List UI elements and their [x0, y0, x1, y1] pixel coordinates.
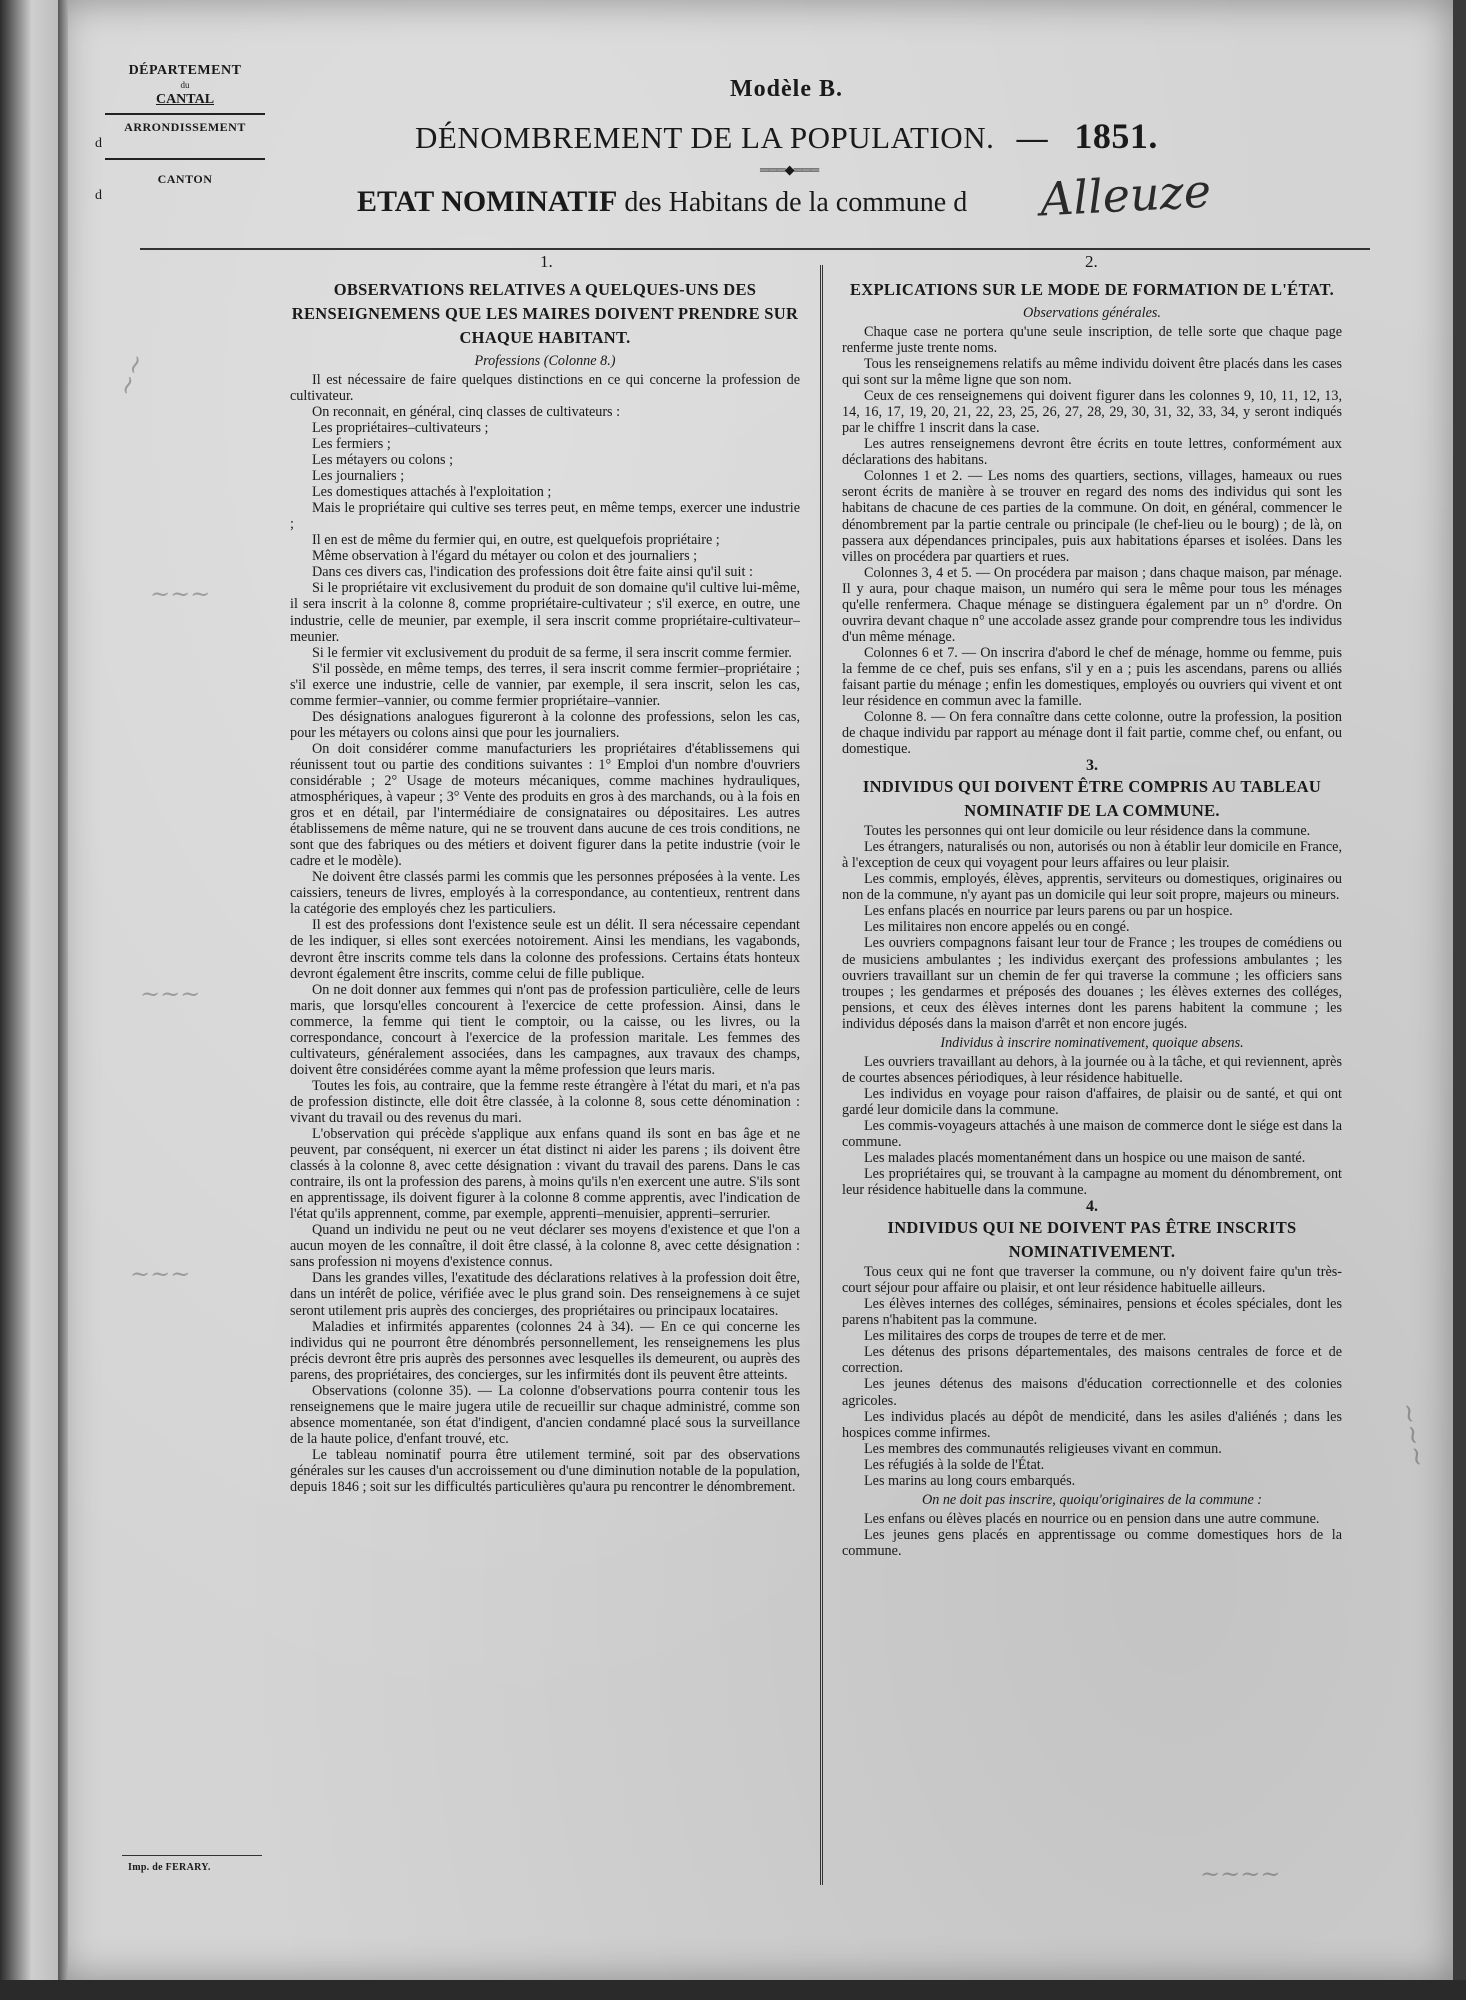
paragraph: On ne doit donner aux femmes qui n'ont pas de profession particulière, celle de leurs maris, que lorsqu'elles concourent à l'exercice de cette profession. Ainsi, dans le commerce, la femme qui tient le comptoir, ou la caisse, ou les livres, ou la correspondance, concourt à l'exercice de la profession maritale. Les femmes des cultivateurs, généralement associées, dans les campagnes, aux travaux des champs, doivent être considérées comme ayant la même profession que leurs maris.	[290, 981, 800, 1078]
du-label: du	[180, 79, 190, 90]
paragraph: Des désignations analogues figureront à la colonne des professions, selon les cas, pour les métayers ou colons ainsi que pour les journaliers.	[290, 708, 800, 741]
paragraph: Colonnes 1 et 2. — Les noms des quartiers, sections, villages, hameaux ou rues seront écrits de manière à se trouver en regard des noms des individus qui sont les habitans de chacune de ces parties de la commune. On doit, en général, commencer le dénombrement par la partie centrale ou principale (le chef-lieu ou le bourg) ; de là, on passera aux dépendances principales, puis aux habitations éparses et isolées. Dans les villes on procédera par quartiers et rues.	[842, 468, 1342, 565]
paragraph: Les enfans ou élèves placés en nourrice ou en pension dans une autre commune.	[864, 1510, 1320, 1527]
paragraph: Tous ceux qui ne font que traverser la commune, ou n'y doivent faire qu'un très-court séjour pour affaire ou plaisir, et ont leur résidence habituelle ailleurs.	[842, 1264, 1342, 1297]
facing-page-edge	[0, 0, 58, 2000]
paragraph: On reconnait, en général, cinq classes de cultivateurs :	[312, 403, 621, 420]
section4-sub: On ne doit pas inscrire, quoiqu'originaires de la commune :	[921, 1491, 1263, 1508]
dept-rule-2	[105, 158, 265, 160]
canton-d: d	[95, 187, 102, 203]
section3-paragraphs	[842, 823, 1342, 1032]
bleed-scribble: ~~~~	[1200, 1860, 1281, 1888]
top-rule	[140, 248, 1370, 250]
section3-sub: Individus à inscrire nominativement, quoique absens.	[940, 1034, 1244, 1051]
paragraph: S'il possède, en même temps, des terres, il sera inscrit comme fermier–propriétaire ; s'il exerce une industrie, celle de vannier, par exemple, il sera inscrit, selon les cas, comme fermier–vannier, ou comme fermier propriétaire–vannier.	[290, 660, 800, 709]
cantal-label: CANTAL	[155, 91, 215, 107]
right-title: EXPLICATIONS SUR LE MODE DE FORMATION DE L'ÉTAT.	[849, 280, 1335, 299]
book-spine	[58, 0, 68, 2000]
paragraph: Ceux de ces renseignemens qui doivent figurer dans les colonnes 9, 10, 11, 12, 13, 14, 16, 17, 19, 20, 21, 22, 23, 25, 26, 27, 28, 29, 30, 31, 32, 33, 34, y seront indiqués par le chiffre 1 inscrit dans la case.	[842, 388, 1342, 437]
canton-label: CANTON	[157, 171, 213, 186]
paragraph: Toutes les fois, au contraire, que la femme reste étrangère à l'état du mari, et n'a pas de profession distincte, elle doit être classée, à la colonne 8, sous cette dénomination : vivant du travail ou des revenus du mari.	[290, 1077, 800, 1126]
paragraph: Les détenus des prisons départementales, des maisons centrales de force et de correction.	[842, 1344, 1342, 1377]
paragraph: Il en est de même du fermier qui, en outre, est quelquefois propriétaire ;	[312, 532, 720, 549]
paragraph: Si le fermier vit exclusivement du produit de sa ferme, il sera inscrit comme fermier.	[312, 644, 792, 661]
bleed-scribble: ~~	[110, 349, 154, 401]
main-title	[415, 115, 1158, 157]
paragraph: Les domestiques attachés à l'exploitation ;	[312, 484, 552, 501]
section4-title: INDIVIDUS QUI NE DOIVENT PAS ÊTRE INSCRITS NOMINATIVEMENT.	[887, 1218, 1297, 1262]
paragraph: Les fermiers ;	[312, 436, 391, 452]
paragraph: Maladies et infirmités apparentes (colonnes 24 à 34). — En ce qui concerne les individus qui ne pourront être dénombrés personnellement, les renseignemens les plus précis devront être pris auprès des personnes avec lesquelles ils demeurent, ou auprès des parens, des propriétaires, des concierges, sur les infirmités dont ils peuvent être atteints.	[290, 1318, 800, 1383]
etat-bold: ETAT NOMINATIF	[357, 185, 618, 218]
etat-rest: des Habitans de la commune d	[624, 187, 968, 218]
year-dash: —	[1016, 120, 1049, 155]
departement-label: DÉPARTEMENT	[128, 63, 242, 78]
scan-bottom-edge	[0, 1980, 1466, 2000]
arrondissement-label: ARRONDISSEMENT	[124, 120, 246, 135]
paragraph: Les propriétaires qui, se trouvant à la campagne au moment du dénombrement, ont leur résidence habituelle dans la commune.	[842, 1166, 1342, 1199]
paragraph: Les jeunes gens placés en apprentissage ou comme domestiques hors de la commune.	[842, 1526, 1342, 1559]
paragraph: L'observation qui précède s'applique aux enfans quand ils sont en bas âge et ne peuvent, par conséquent, ni exercer un état distinct ni aider les parens ; ils doivent être classés à la colonne 8, avec cette désignation : vivant du travail des parens. Dans le cas contraire, ils ont la profession des parens, à moins qu'ils n'en exercent une autre. S'ils sont en apprentissage, ils doivent figurer à la colonne 8 comme apprentis, avec l'indication de l'état qu'ils apprennent, comme, par exemple, apprenti–menuisier, apprenti–serrurier.	[290, 1126, 800, 1223]
paragraph: Si le propriétaire vit exclusivement du produit de son domaine qu'il cultive lui-même, il sera inscrit à la colonne 8, comme propriétaire-cultivateur ; s'il exerce, en outre, une industrie, celle de meunier, par exemple, il sera inscrit comme propriétaire-cultivateur–meunier.	[290, 580, 800, 645]
paragraph: Mais le propriétaire qui cultive ses terres peut, en même temps, exercer une industrie ;	[290, 500, 800, 533]
bleed-scribble: ~~~	[130, 1260, 191, 1288]
printer-imprint: Imp. de FERARY.	[128, 1862, 211, 1873]
section3-number: 3.	[1086, 757, 1098, 775]
paragraph: Il est nécessaire de faire quelques distinctions en ce qui concerne la profession de cultivateur.	[290, 371, 800, 404]
paragraph: Les marins au long cours embarqués.	[864, 1472, 1076, 1489]
paragraph: Les enfans placés en nourrice par leurs parens ou par un hospice.	[864, 903, 1233, 920]
paragraph: Les jeunes détenus des maisons d'éducation correctionnelle et des colonies agricoles.	[842, 1376, 1342, 1409]
section4-paragraphs	[842, 1264, 1342, 1489]
dept-rule	[105, 113, 265, 115]
main-title-text: DÉNOMBREMENT DE LA POPULATION.	[415, 120, 995, 155]
section4b-paragraphs	[842, 1511, 1342, 1559]
paragraph: Les individus en voyage pour raison d'affaires, de plaisir ou de santé, et qui ont gardé leur domicile dans la commune.	[842, 1085, 1342, 1118]
section3b-paragraphs	[842, 1054, 1342, 1198]
section4-number: 4.	[1086, 1198, 1098, 1216]
paragraph: Les réfugiés à la solde de l'État.	[864, 1456, 1045, 1473]
left-column	[290, 278, 800, 1495]
paragraph: Dans ces divers cas, l'indication des professions doit être faite ainsi qu'il suit :	[312, 564, 753, 581]
paragraph: Les métayers ou colons ;	[312, 452, 454, 469]
paragraph: Dans les grandes villes, l'exatitude des déclarations relatives à la profession doit être, dans un intérêt de police, vérifiée avec le plus grand soin. Des renseignemens à ce sujet seront utilement pris auprès des concierges, des propriétaires ou principaux locataires.	[290, 1270, 800, 1319]
paragraph: Le tableau nominatif pourra être utilement terminé, soit par des observations générales sur les causes d'un accroissement ou d'une diminution notable de la population, depuis 1846 ; soit sur les difficultés particulières qu'aura pu rencontrer le dénombrement.	[290, 1446, 800, 1496]
department-box	[95, 62, 275, 204]
left-subtitle: Professions (Colonne 8.)	[474, 352, 616, 369]
paragraph: Les ouvriers compagnons faisant leur tour de France ; les troupes de comédiens ou de musiciens ambulantes ; les individus exerçant des professions ambulantes ; les ouvriers travaillant sur un chemin de fer qui traverse la commune ; les officiers sans troupes ; les gendarmes et préposés des douanes ; les élèves externes des colléges, pensions, et ceux des élèves internes dont les parens habitent la commune ; les individus déposés dans la maison d'arrêt et non encore jugés.	[842, 935, 1342, 1032]
right-col-number: 2.	[1085, 252, 1098, 271]
year: 1851.	[1074, 116, 1158, 156]
paragraph: Les commis-voyageurs attachés à une maison de commerce dont le siége est dans la commune.	[842, 1118, 1342, 1151]
paragraph: Toutes les personnes qui ont leur domicile ou leur résidence dans la commune.	[864, 823, 1311, 840]
section3-title: INDIVIDUS QUI DOIVENT ÊTRE COMPRIS AU TABLEAU NOMINATIF DE LA COMMUNE.	[862, 777, 1322, 821]
paragraph: Les commis, employés, élèves, apprentis, serviteurs ou domestiques, originaires ou non de la commune, n'y ayant pas un domicile qui leur soit propre, majeurs ou mineurs.	[842, 871, 1342, 904]
paragraph: Les malades placés momentanément dans un hospice ou une maison de santé.	[864, 1150, 1306, 1167]
paragraph: On doit considérer comme manufacturiers les propriétaires d'établissemens qui réunissent tout ou partie des conditions suivantes : 1° Emploi d'un nombre d'ouvriers considérable ; 2° Usage de moteurs mécaniques, comme machines hydrauliques, atmosphériques, à vapeur ; 3° Vente des produits en gros à des marchands, ou à la fois en gros et en détail, par l'intermédiaire de consignataires ou dépositaires. Les autres établissemens de même nature, qui ne se trouvent dans aucune de ces trois conditions, ne sont que des fabriques ou des métiers et doivent figurer dans la petite industrie (voir le cadre et le modèle).	[290, 740, 800, 870]
paragraph: Colonnes 3, 4 et 5. — On procédera par maison ; dans chaque maison, par ménage. Il y aura, pour chaque maison, un numéro qui sera le même pour tous les ménages qu'elle renfermera. Chaque ménage se distinguera également par un n° d'ordre. On ouvrira devant chaque n° une accolade assez grande pour comprendre tous les individus d'un même ménage.	[842, 564, 1342, 645]
paragraph: Les étrangers, naturalisés ou non, autorisés ou non à établir leur domicile en France, à l'exception de ceux qui voyagent pour leurs affaires ou leur plaisir.	[842, 839, 1342, 872]
printer-rule	[122, 1855, 262, 1856]
ornament: ═══◆═══	[760, 162, 819, 177]
right-column	[842, 278, 1342, 1559]
paragraph: Quand un individu ne peut ou ne veut déclarer ses moyens d'existence et que l'on a aucun moyen de les connaître, il doit être classé, à la colonne 8, avec cette désignation : sans profession ni moyens d'existence connus.	[290, 1222, 800, 1271]
paragraph: Les ouvriers travaillant au dehors, à la journée ou à la tâche, et qui reviennent, après de courtes absences périodiques, à leur résidence habituelle.	[842, 1053, 1342, 1086]
column-divider	[820, 265, 823, 1885]
arrondissement-d: d	[95, 136, 102, 152]
commune-handwritten: Alleuze	[1038, 163, 1213, 227]
paragraph: Les autres renseignemens devront être écrits en toute lettres, conformément aux déclarations des habitans.	[842, 436, 1342, 469]
bleed-scribble: ~~~	[150, 580, 211, 608]
paragraph: Ne doivent être classés parmi les commis que les personnes préposées à la vente. Les caissiers, teneurs de livres, employés à la correspondance, au contentieux, rentrent dans la catégorie des employés chez les particuliers.	[290, 869, 800, 918]
paragraph: Les membres des communautés religieuses vivant en commun.	[864, 1440, 1222, 1457]
paragraph: Tous les renseignemens relatifs au même individu doivent être placés dans les cases qui sont sur la même ligne que son nom.	[842, 356, 1342, 389]
modele-label: Modèle B.	[730, 76, 843, 102]
left-paragraphs	[290, 372, 800, 1495]
paragraph: Les militaires non encore appelés ou en congé.	[864, 919, 1130, 936]
paragraph: Les journaliers ;	[312, 468, 405, 485]
paragraph: Les élèves internes des colléges, séminaires, pensions et écoles spéciales, dont les parens n'habitent pas la commune.	[842, 1296, 1342, 1329]
paragraph: Chaque case ne portera qu'une seule inscription, de telle sorte que chaque page renferme juste trente noms.	[842, 323, 1342, 357]
paragraph: Les militaires des corps de troupes de terre et de mer.	[864, 1328, 1167, 1345]
paragraph: Colonnes 6 et 7. — On inscrira d'abord le chef de ménage, homme ou femme, puis la femme de ce chef, puis ses enfans, s'il y en a ; puis les ascendans, parens ou alliés faisant partie du ménage ; enfin les domestiques, employés ou ouvriers qui vivent et ont leur résidence en commun avec la famille.	[842, 644, 1342, 710]
paragraph: Colonne 8. — On fera connaître dans cette colonne, outre la profession, la position de chaque individu par rapport au ménage dont il fait partie, comme chef, ou enfant, ou domestique.	[842, 709, 1342, 758]
right-subtitle: Observations générales.	[1023, 304, 1161, 321]
paragraph: Observations (colonne 35). — La colonne d'observations pourra contenir tous les renseignemens que le maire jugera utile de recueillir sur chaque administré, comme son absence momentanée, son état d'indigent, d'ancien condamné placé sous la surveillance de la haute police, d'enfant trouvé, etc.	[290, 1382, 800, 1447]
left-col-number: 1.	[540, 252, 553, 271]
bleed-scribble: ~~~	[140, 980, 201, 1008]
left-title: OBSERVATIONS RELATIVES A QUELQUES-UNS DES RENSEIGNEMENS QUE LES MAIRES DOIVENT PRENDRE SUR CHAQUE HABITANT.	[291, 280, 799, 347]
etat-line	[357, 185, 967, 219]
bleed-scribble: ~~~	[1392, 1400, 1434, 1470]
paragraph: Les propriétaires–cultivateurs ;	[312, 419, 489, 436]
paragraph: Il est des professions dont l'existence seule est un délit. Il sera nécessaire cependant de les indiquer, si elles sont exercées notoirement. Ainsi les mendians, les vagabonds, devront être inscrits comme tels dans la colonne des professions. Certains états honteux devront également être inscrits, comme celui de fille publique.	[290, 917, 800, 982]
paragraph: Même observation à l'égard du métayer ou colon et des journaliers ;	[312, 548, 698, 565]
right-paragraphs	[842, 324, 1342, 757]
paragraph: Les individus placés au dépôt de mendicité, dans les asiles d'aliénés ; dans les hospices comme infirmes.	[842, 1408, 1342, 1441]
